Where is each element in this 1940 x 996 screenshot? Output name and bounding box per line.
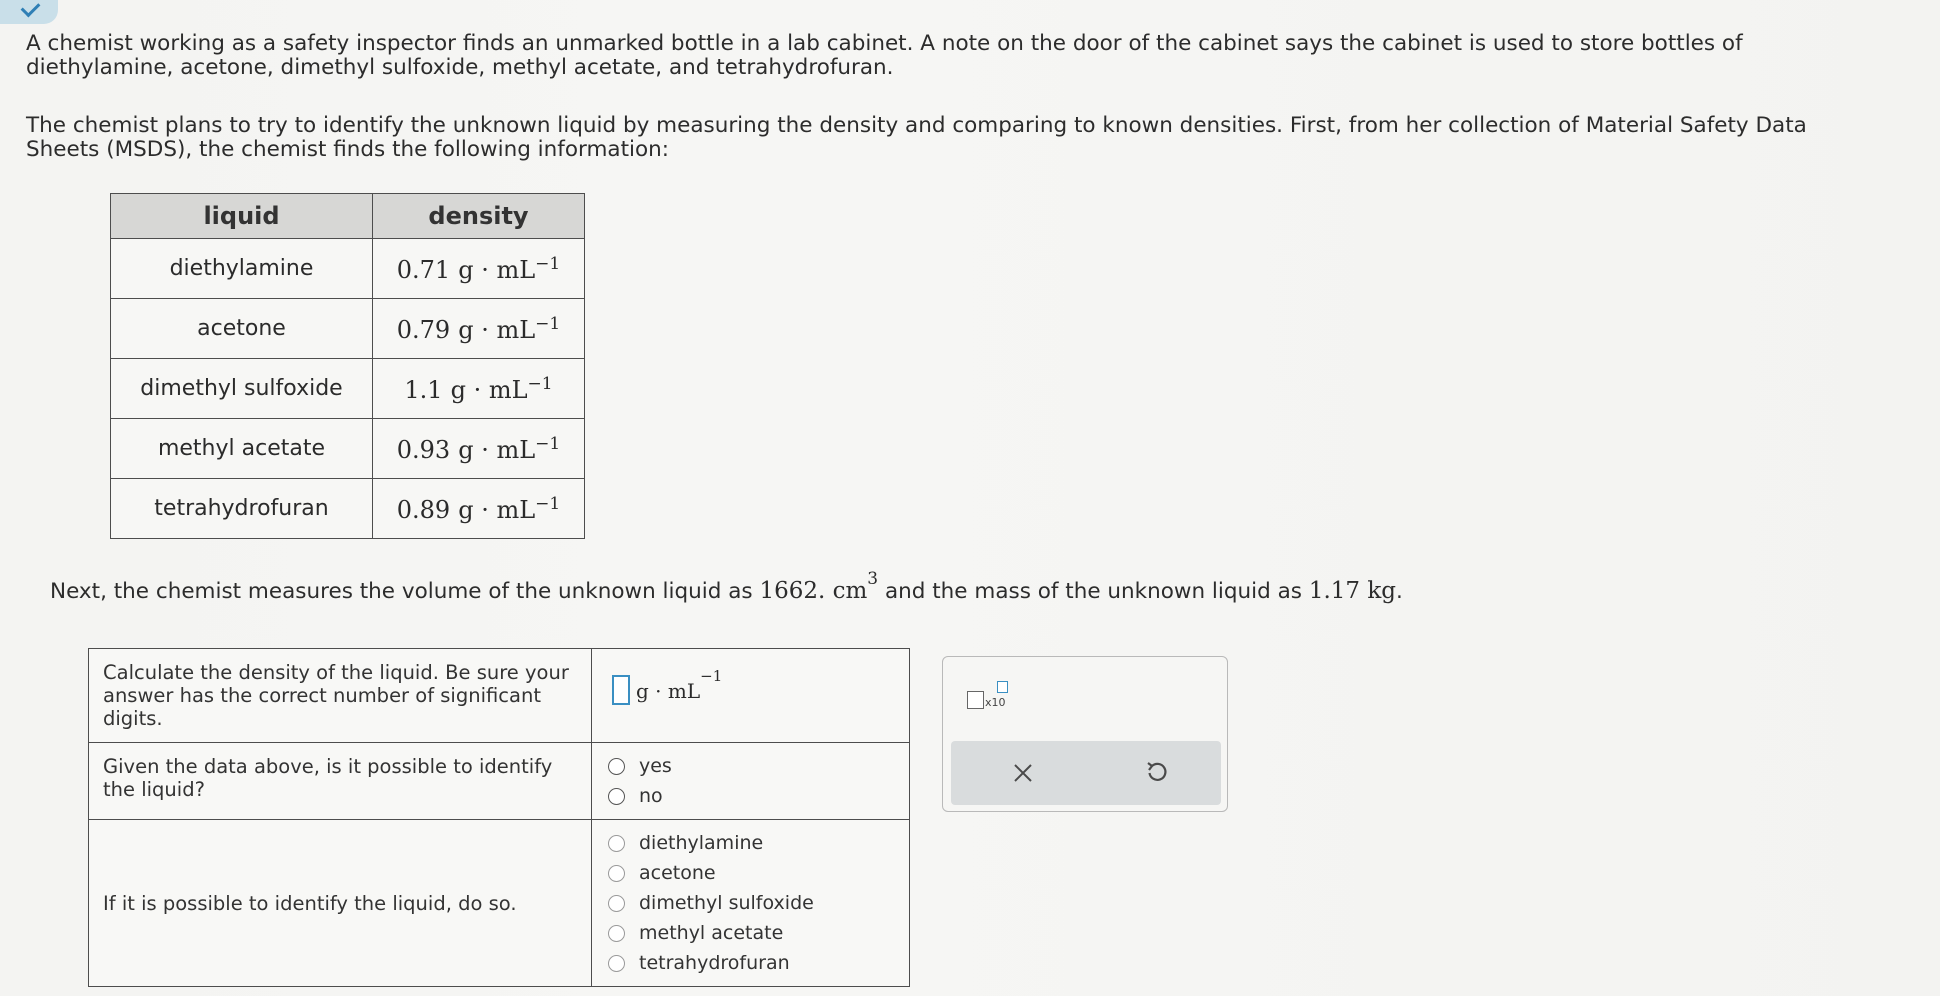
option-tetrahydrofuran[interactable] xyxy=(608,948,893,978)
option-diethylamine-label: diethylamine xyxy=(639,832,764,854)
intro-paragraph-2: The chemist plans to try to identify the unknown liquid by measuring the density and comparing to known densities. First, from her collection of Material Safety Data Sheets (MSDS), the chemist finds the following information: xyxy=(26,113,1807,162)
density-unit: g · mL xyxy=(458,435,536,464)
liquid-name-cell: acetone xyxy=(111,299,373,359)
density-value-cell xyxy=(373,359,585,419)
answer-tools-panel xyxy=(942,656,1228,812)
question-row-possible xyxy=(89,743,910,820)
option-acetone[interactable] xyxy=(608,858,893,888)
column-header-liquid: liquid xyxy=(111,194,373,239)
answer-density-cell xyxy=(592,649,910,743)
radio-no[interactable] xyxy=(608,788,625,805)
tool-button-bar xyxy=(951,741,1221,805)
density-unit-exponent: −1 xyxy=(535,493,561,514)
density-table-header xyxy=(111,194,585,239)
radio-acetone[interactable] xyxy=(608,865,625,882)
answer-identify-cell xyxy=(592,820,910,987)
scientific-notation-button[interactable] xyxy=(967,681,1007,711)
measurement-middle: and the mass of the unknown liquid as xyxy=(884,579,1302,605)
density-table xyxy=(110,193,585,539)
measurement-end: . xyxy=(1396,579,1403,605)
density-unit-exponent: −1 xyxy=(535,313,561,334)
option-dimethyl-sulfoxide[interactable] xyxy=(608,888,893,918)
option-yes-label: yes xyxy=(639,755,672,777)
density-row xyxy=(111,359,585,419)
radio-dimethyl-sulfoxide[interactable] xyxy=(608,895,625,912)
density-value: 0.89 xyxy=(396,495,451,524)
density-row xyxy=(111,479,585,539)
option-no-label: no xyxy=(639,785,663,807)
measurement-prefix: Next, the chemist measures the volume of the unknown liquid as xyxy=(50,579,753,605)
option-methyl-acetate-label: methyl acetate xyxy=(639,922,784,944)
liquid-name-cell: methyl acetate xyxy=(111,419,373,479)
density-unit-exponent: −1 xyxy=(527,373,553,394)
mass-value: 1.17 kg xyxy=(1308,578,1397,605)
density-unit-exponent: −1 xyxy=(700,666,723,685)
option-dimethyl-sulfoxide-label: dimethyl sulfoxide xyxy=(639,892,814,914)
density-unit: g · mL xyxy=(458,495,536,524)
mantissa-box-icon xyxy=(967,691,984,709)
density-value: 0.93 xyxy=(396,435,451,464)
density-answer-input[interactable] xyxy=(612,675,630,705)
option-diethylamine[interactable] xyxy=(608,828,893,858)
liquid-name-cell: diethylamine xyxy=(111,239,373,299)
question-row-density xyxy=(89,649,910,743)
density-value: 1.1 xyxy=(404,375,443,404)
option-yes[interactable] xyxy=(608,751,893,781)
x10-label: x10 xyxy=(985,696,1006,709)
density-value-cell xyxy=(373,299,585,359)
density-value-cell xyxy=(373,419,585,479)
option-methyl-acetate[interactable] xyxy=(608,918,893,948)
question-possible-label: Given the data above, is it possible to identify the liquid? xyxy=(89,743,592,820)
question-density-label: Calculate the density of the liquid. Be sure your answer has the correct number of significant digits. xyxy=(89,649,592,743)
radio-yes[interactable] xyxy=(608,758,625,775)
option-no[interactable] xyxy=(608,781,893,811)
density-unit: g · mL xyxy=(450,375,528,404)
option-acetone-label: acetone xyxy=(639,862,716,884)
radio-methyl-acetate[interactable] xyxy=(608,925,625,942)
question-table xyxy=(88,648,910,987)
density-value: 0.79 xyxy=(396,315,451,344)
radio-tetrahydrofuran[interactable] xyxy=(608,955,625,972)
liquid-name-cell: dimethyl sulfoxide xyxy=(111,359,373,419)
column-header-density: density xyxy=(373,194,585,239)
density-unit: g · mL xyxy=(458,315,536,344)
intro-paragraph-1: A chemist working as a safety inspector finds an unmarked bottle in a lab cabinet. A note on the door of the cabinet says the cabinet is used to store bottles of diethylamine, acetone, dimethyl sulfoxide, methyl acetate, and tetrahydrofuran. xyxy=(26,31,1743,80)
answer-possible-cell xyxy=(592,743,910,820)
density-row xyxy=(111,299,585,359)
density-value: 0.71 xyxy=(396,255,451,284)
density-unit-exponent: −1 xyxy=(535,253,561,274)
density-answer-unit xyxy=(636,666,723,704)
question-row-identify xyxy=(89,820,910,987)
volume-exponent: 3 xyxy=(867,569,879,589)
question-identify-label: If it is possible to identify the liquid, do so. xyxy=(89,820,592,987)
option-tetrahydrofuran-label: tetrahydrofuran xyxy=(639,952,790,974)
close-icon xyxy=(1012,762,1034,784)
radio-diethylamine[interactable] xyxy=(608,835,625,852)
measurement-paragraph xyxy=(50,569,1910,605)
liquid-name-cell: tetrahydrofuran xyxy=(111,479,373,539)
density-unit-text: g · mL xyxy=(636,679,701,704)
density-row xyxy=(111,239,585,299)
clear-button[interactable] xyxy=(1003,753,1043,793)
density-unit: g · mL xyxy=(458,255,536,284)
density-value-cell xyxy=(373,479,585,539)
check-icon xyxy=(0,0,58,24)
density-value-cell xyxy=(373,239,585,299)
volume-value: 1662. cm xyxy=(759,578,868,605)
undo-icon xyxy=(1144,760,1170,786)
undo-button[interactable] xyxy=(1137,753,1177,793)
density-unit-exponent: −1 xyxy=(535,433,561,454)
exponent-box-icon xyxy=(997,681,1008,693)
density-row xyxy=(111,419,585,479)
